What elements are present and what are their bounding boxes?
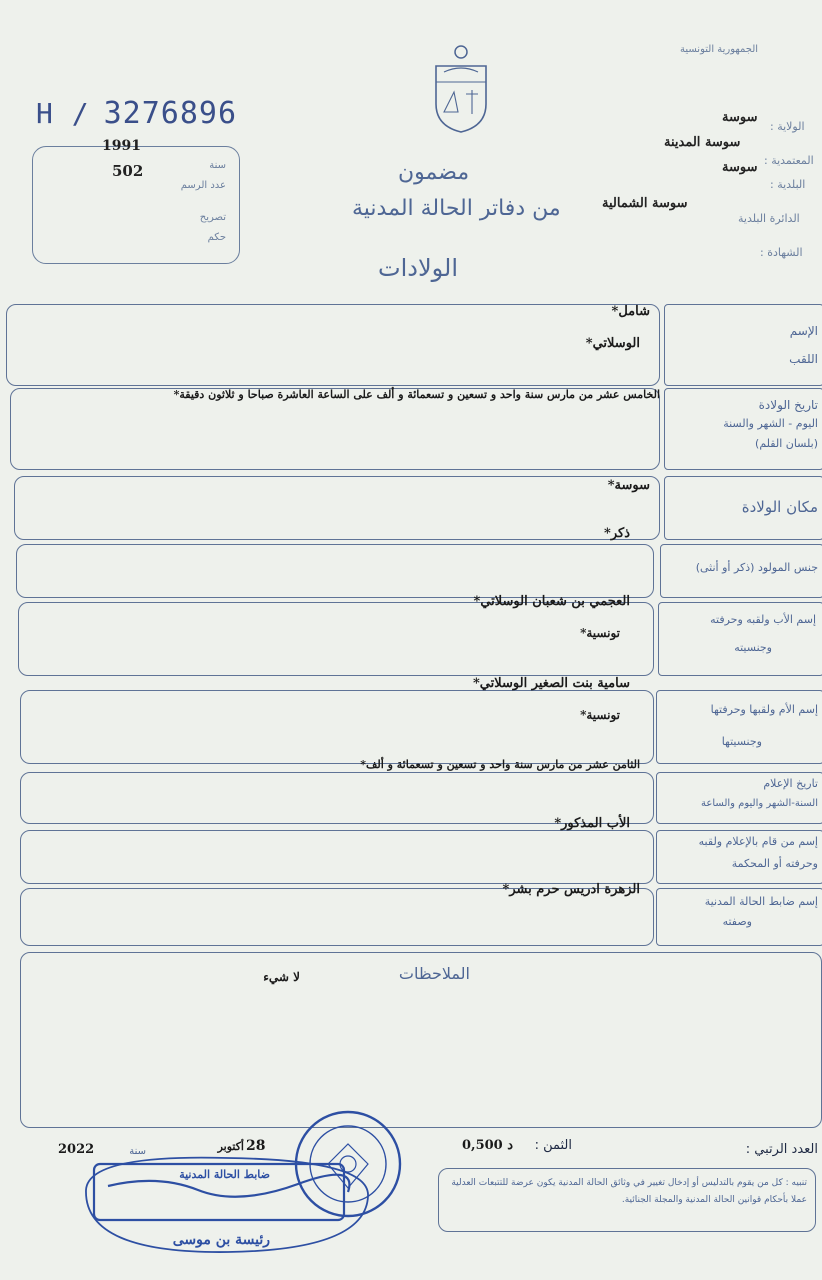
officer-title-stamp: ضابط الحالة المدنية xyxy=(179,1168,270,1181)
first-name-label: الإسم xyxy=(789,324,818,338)
title-births: الولادات xyxy=(378,254,459,282)
birth-date-value: الخامس عشر من مارس سنة واحد و تسعين و تسعمائة و ألف على الساعة العاشرة صباحا و ثلاثون دقيقة* xyxy=(173,388,660,401)
birth-date-sub-label: اليوم - الشهر والسنة xyxy=(723,417,818,430)
signature-name: رئيسة بن موسى xyxy=(172,1232,270,1248)
footer-month-value: أكتوبر xyxy=(217,1140,244,1153)
legal-notice-box xyxy=(438,1168,816,1232)
sex-value: ذكر* xyxy=(604,526,630,541)
title-summary: مضمون xyxy=(398,160,470,185)
coat-of-arms-icon xyxy=(430,42,492,134)
father-name-value: العجمي بن شعبان الوسلاتي* xyxy=(473,594,630,609)
district-value: سوسة الشمالية xyxy=(602,196,688,211)
governorate-value: سوسة xyxy=(722,110,758,125)
sex-label: جنس المولود (ذكر أو أنثى) xyxy=(695,561,818,574)
governorate-label: الولاية : xyxy=(770,120,805,133)
officer-value: الزهرة ادريس حرم بشر* xyxy=(502,882,640,897)
remarks-value: لا شيء xyxy=(263,970,300,984)
declarant-value-box xyxy=(20,830,654,884)
father-nationality-value: تونسية* xyxy=(580,626,620,640)
district-label: الدائرة البلدية xyxy=(738,212,800,225)
delegation-value: سوسة المدينة xyxy=(664,135,741,150)
surname-value: الوسلاتي* xyxy=(585,336,640,351)
serial-order-label: العدد الرتبي : xyxy=(745,1142,818,1157)
serial-value: 3276896 xyxy=(103,96,238,131)
officer-label: إسم ضابط الحالة المدنية xyxy=(704,895,818,908)
declaration-date-sub-label: السنة-الشهر واليوم والساعة xyxy=(701,798,818,809)
declarant-value: الأب المذكور* xyxy=(554,816,630,831)
republic-label: الجمهورية التونسية xyxy=(680,44,759,55)
footer-year-value: 2022 xyxy=(58,1142,95,1157)
declaration-date-value: الثامن عشر من مارس سنة واحد و تسعين و تسعمائة و ألف* xyxy=(360,758,640,771)
birth-date-label: تاريخ الولادة xyxy=(758,398,818,412)
mother-nationality-value: تونسية* xyxy=(580,708,620,722)
price-label: الثمن : xyxy=(534,1138,572,1153)
declarant-label: إسم من قام بالإعلام ولقبه xyxy=(698,835,818,848)
price-value: 0,500 د xyxy=(462,1138,514,1153)
title-registers: من دفاتر الحالة المدنية xyxy=(352,196,561,221)
mother-label: إسم الأم ولقبها وحرفتها xyxy=(710,703,818,716)
mother-nationality-label: وجنسيتها xyxy=(721,735,762,748)
remarks-label: الملاحظات xyxy=(398,964,470,983)
declaration-date-label: تاريخ الإعلام xyxy=(763,777,818,790)
birth-date-words-label: (بلسان القلم) xyxy=(755,437,818,450)
municipality-label: البلدية : xyxy=(770,178,806,191)
record-number-value: 502 xyxy=(112,162,144,180)
birth-place-value: سوسة* xyxy=(607,478,650,493)
officer-sub-label: وصفته xyxy=(722,915,752,928)
delegation-label: المعتمدية : xyxy=(764,154,814,167)
father-label: إسم الأب ولقبه وحرفته xyxy=(710,613,816,626)
year-value: 1991 xyxy=(102,138,141,154)
surname-label: اللقب xyxy=(789,352,818,366)
judgment-label: حكم xyxy=(207,232,226,243)
mother-value-box xyxy=(20,690,654,764)
declarant-sub-label: وحرفته أو المحكمة xyxy=(731,857,818,870)
footer-day-value: 28 xyxy=(246,1138,266,1154)
serial-number xyxy=(36,96,237,131)
father-nationality-label: وجنسيته xyxy=(734,641,772,654)
mother-name-value: سامية بنت الصغير الوسلاتي* xyxy=(473,676,630,691)
record-number-label: عدد الرسم xyxy=(180,180,226,191)
serial-prefix: H / xyxy=(36,97,90,130)
legal-notice-text: تنبيه : كل من يقوم بالتدليس أو إدخال تغيير في وثائق الحالة المدنية يكون عرضة للتتبعات العدلية عملا بأحكام قوانين الحالة المدنية والمجلة الجنائية. xyxy=(451,1178,807,1206)
sex-value-box xyxy=(16,544,654,598)
municipality-value: سوسة xyxy=(722,160,758,175)
declaration-label: تصريح xyxy=(199,212,226,223)
name-label-box xyxy=(664,304,822,386)
certificate-label: الشهادة : xyxy=(760,246,803,259)
birth-place-label: مكان الولادة xyxy=(741,498,818,516)
year-label: سنة xyxy=(209,160,226,171)
year-word-label: سنة xyxy=(129,1146,146,1157)
first-name-value: شامل* xyxy=(611,304,650,319)
